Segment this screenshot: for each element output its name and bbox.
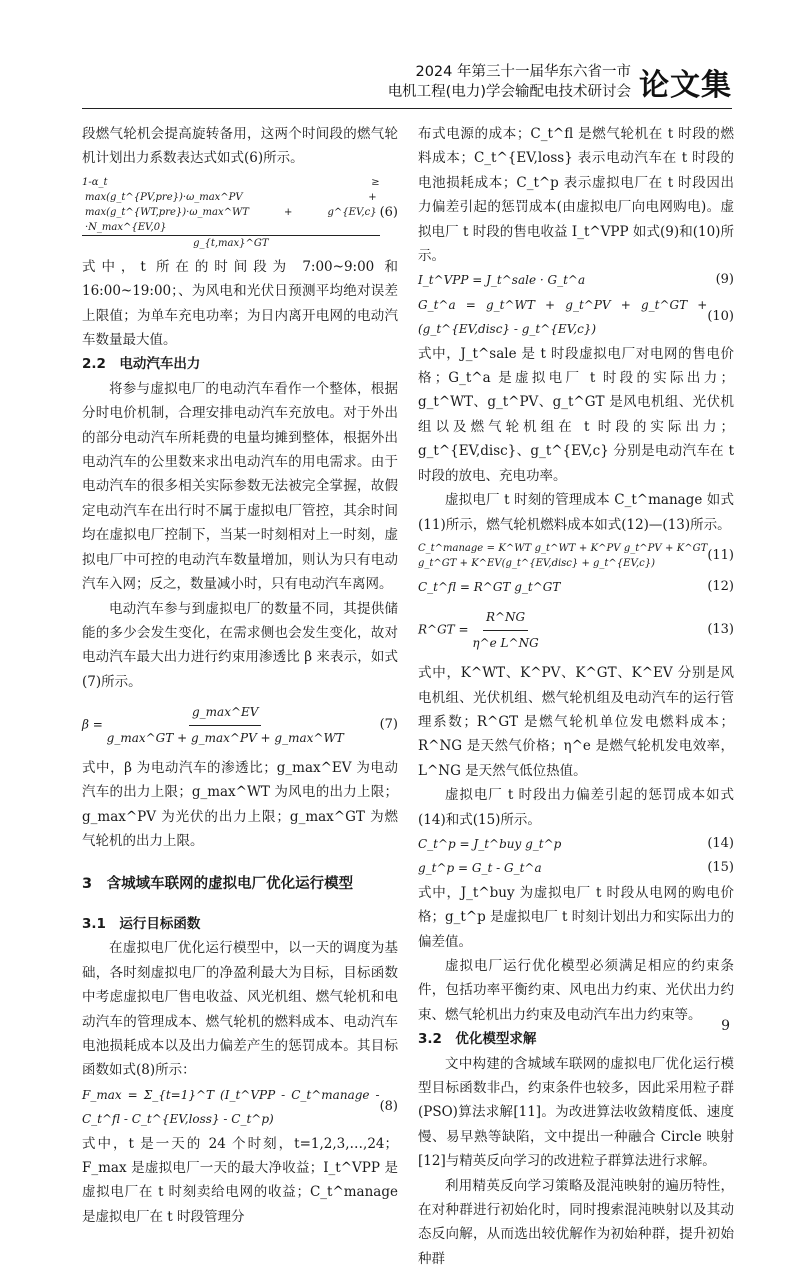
equation-6: 1-α_t ≥ max(g_t^{PV,pre})·ω_max^PV + max(g_t^{WT,pre})·ω_max^WT + g^{EV,c}·N_max^{EV,0} g_{t,max}^GT (6) <box>82 176 398 249</box>
section-heading-3-1: 3.1 运行目标函数 <box>82 915 201 932</box>
header-collection-title: 论文集 <box>639 68 732 103</box>
paragraph: 在虚拟电厂优化运行模型中，以一天的调度为基础，各时刻虚拟电厂的净盈利最大为目标，目标函数中考虑虚拟电厂售电收益、风光机组、燃气轮机和电动汽车的管理成本、燃气轮机的燃料成本、电动汽车电池损耗成本以及出力偏差产生的惩罚成本。其目标函数如式(8)所示： <box>82 940 398 1079</box>
equation-10: G_t^a = g_t^WT + g_t^PV + g_t^GT + (g_t^{EV,disc} - g_t^{EV,c}) (10) <box>418 297 734 337</box>
equation-11: C_t^manage = K^WT g_t^WT + K^PV g_t^PV + K^GT g_t^GT + K^EV(g_t^{EV,disc} + g_t^{EV,c}) (11) <box>418 542 734 569</box>
paragraph: 利用精英反向学习策略及混沌映射的遍历特性，在对种群进行初始化时，同时搜索混沌映射以及其动态反向解，从而选出较优解作为初始种群，提升初始种群 <box>418 1177 734 1267</box>
paragraph: 布式电源的成本；C_t^fl 是燃气轮机在 t 时段的燃料成本；C_t^{EV,loss} 表示电动汽车在 t 时段的电池损耗成本；C_t^p 表示虚拟电厂在 t 时段因出力偏差引起的惩罚成本(由虚拟电厂向电网购电)。虚拟电厂 t 时段的售电收益 I_t^VPP 如式(9)和(10)所示。 <box>418 126 734 265</box>
equation-12: C_t^fl = R^GT g_t^GT (12) <box>418 578 734 594</box>
equation-14: C_t^p = J_t^buy g_t^p (14) <box>418 835 734 851</box>
paragraph: 式中，K^WT、K^PV、K^GT、K^EV 分别是风电机组、光伏机组、燃气轮机组及电动汽车的运行管理系数；R^GT 是燃气轮机单位发电燃料成本；R^NG 是天然气价格；η^e 是燃气轮机发电效率，L^NG 是天然气低位热值。 <box>418 665 734 779</box>
header-line-1: 2024 年第三十一届华东六省一市 <box>415 64 631 80</box>
header-text <box>388 62 631 102</box>
right-column <box>418 122 734 1271</box>
header-line-2: 电机工程(电力)学会输配电技术研讨会 <box>387 84 631 100</box>
paragraph: 虚拟电厂运行优化模型必须满足相应的约束条件，包括功率平衡约束、风电出力约束、光伏出力约束、燃气轮机出力约束及电动汽车出力约束等。 <box>418 958 734 1023</box>
paragraph: 段燃气轮机会提高旋转备用，这两个时间段的燃气轮机计划出力系数表达式如式(6)所示。 <box>82 126 398 167</box>
page-header <box>388 60 732 104</box>
page-number: 9 <box>721 1018 730 1034</box>
section-heading-3: 3 含城域车联网的虚拟电厂优化运行模型 <box>82 875 354 892</box>
equation-9: I_t^VPP = J_t^sale · G_t^a (9) <box>418 272 734 288</box>
paragraph: 式中，t 是一天的 24 个时刻，t=1,2,3,…,24；F_max 是虚拟电厂一天的最大净收益；I_t^VPP 是虚拟电厂在 t 时刻卖给电网的收益；C_t^manage 是虚拟电厂在 t 时段管理分 <box>82 1135 398 1225</box>
section-heading-3-2: 3.2 优化模型求解 <box>418 1031 537 1048</box>
equation-8: F_max = Σ_{t=1}^T (I_t^VPP - C_t^manage - C_t^fl - C_t^{EV,loss} - C_t^p) (8) <box>82 1087 398 1127</box>
paragraph: 虚拟电厂 t 时段出力偏差引起的惩罚成本如式(14)和式(15)所示。 <box>418 787 734 828</box>
equation-15: g_t^p = G_t - G_t^a (15) <box>418 860 734 876</box>
equation-13: R^GT = $\frac{R\^{}NG}{\text{η\textasciicircum{}e L\textasciicircum{}NG}}$ (13) <box>418 599 734 661</box>
paragraph: 虚拟电厂 t 时刻的管理成本 C_t^manage 如式(11)所示，燃气轮机燃料成本如式(12)—(13)所示。 <box>418 492 734 533</box>
paragraph: 式中，J_t^buy 为虚拟电厂 t 时段从电网的购电价格；g_t^p 是虚拟电厂 t 时刻计划出力和实际出力的偏差值。 <box>418 884 734 950</box>
paragraph: 将参与虚拟电厂的电动汽车看作一个整体，根据分时电价机制，合理安排电动汽车充放电。对于外出的部分电动汽车所耗费的电量均摊到整体，根据外出电动汽车的公里数来求出电动汽车的用电需求。由于电动汽车的很多相关实际参数无法被完全掌握，故假定电动汽车在出行时不属于虚拟电厂管控，其余时间均在虚拟电厂控制下，当某一时刻相对上一时刻，虚拟电厂中可控的电动汽车数量增加，则认为只有电动汽车入网；反之，数量减小时，只有电动汽车离网。 <box>82 380 398 593</box>
header-divider <box>82 108 732 109</box>
paragraph: 式中，β 为电动汽车的渗透比；g_max^EV 为电动汽车的出力上限；g_max^WT 为风电的出力上限；g_max^PV 为光伏的出力上限；g_max^GT 为燃气轮机的出力上限。 <box>82 759 398 850</box>
equation-7: β = g_max^EV g_max^GT + g_max^PV + g_max^WT (7) <box>82 694 398 756</box>
paragraph: 式中，J_t^sale 是 t 时段虚拟电厂对电网的售电价格；G_t^a 是虚拟电厂 t 时段的实际出力；g_t^WT、g_t^PV、g_t^GT 是风电机组、光伏机组以及燃气轮机组在 t 时段的实际出力；g_t^{EV,disc}、g_t^{EV,c} 分别是电动汽车在 t 时段的放电、充电功率。 <box>418 345 734 484</box>
paragraph: 文中构建的含城域车联网的虚拟电厂优化运行模型目标函数非凸，约束条件也较多，因此采用粒子群(PSO)算法求解[11]。为改进算法收敛精度低、速度慢、易早熟等缺陷，文中提出一种融合 Circle 映射[12]与精英反向学习的改进粒子群算法进行求解。 <box>418 1055 734 1170</box>
left-column <box>82 122 398 1229</box>
paragraph: 电动汽车参与到虚拟电厂的数量不同，其提供储能的多少会发生变化，在需求侧也会发生变化，故对电动汽车最大出力进行约束用渗透比 β 来表示，如式(7)所示。 <box>82 600 398 690</box>
section-heading-2-2: 2.2 电动汽车出力 <box>82 356 201 373</box>
paragraph: 式中，t 所在的时间段为 7:00~9:00 和 16:00~19:00；、为风电和光伏日预测平均绝对误差上限值；为单车充电功率；为日内离开电网的电动汽车数量最大值。 <box>82 258 398 349</box>
